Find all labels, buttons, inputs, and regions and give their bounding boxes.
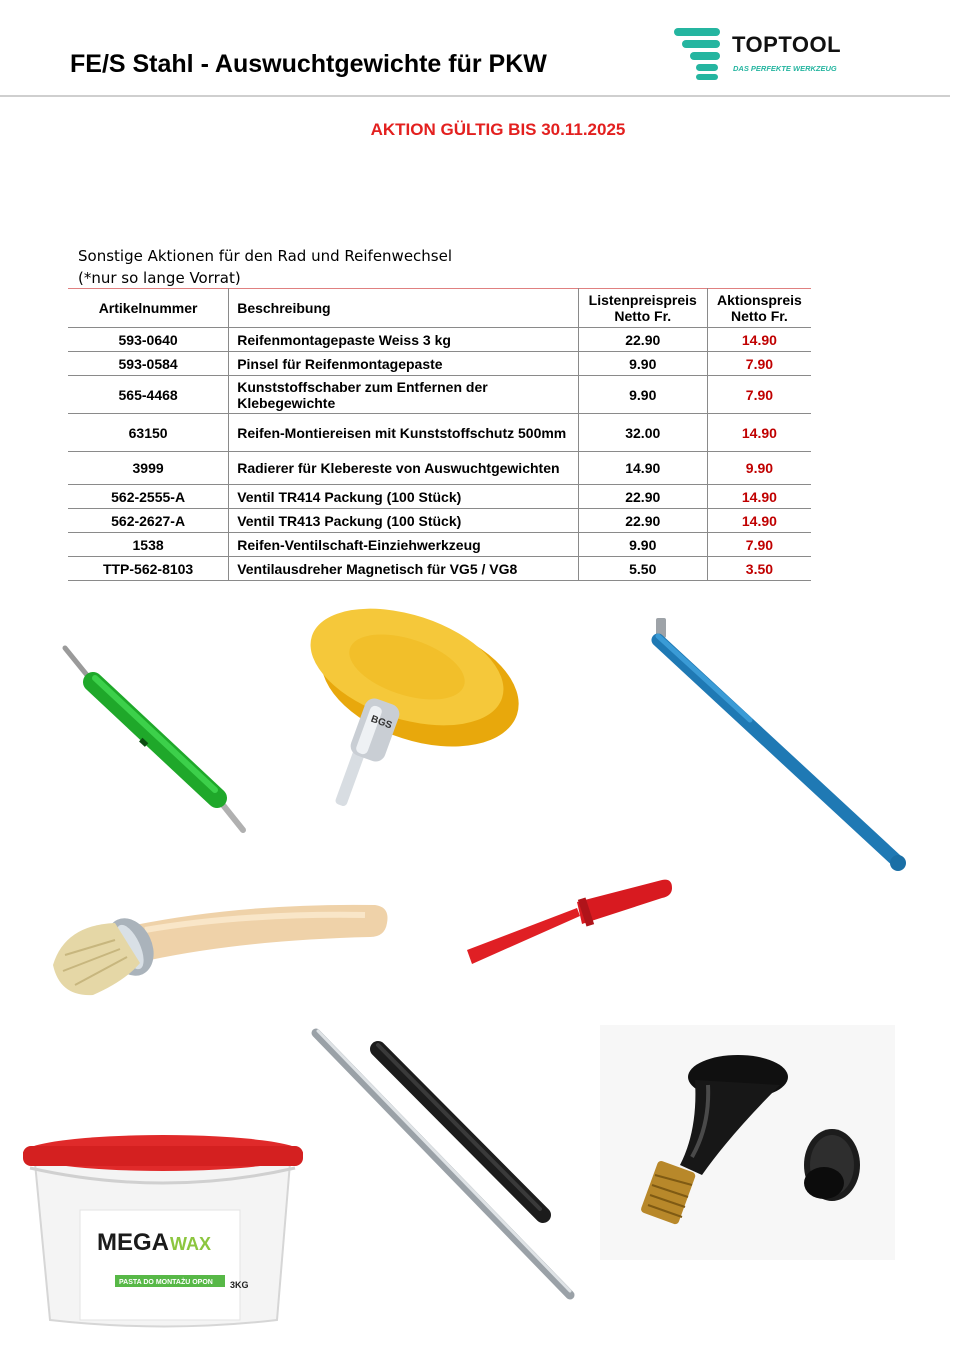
header-divider bbox=[0, 95, 950, 97]
description-cell: Ventilausdreher Magnetisch für VG5 / VG8 bbox=[229, 557, 578, 581]
promo-price-cell: 7.90 bbox=[707, 352, 811, 376]
table-row bbox=[68, 533, 811, 557]
table-row bbox=[68, 328, 811, 352]
article-number-cell: 1538 bbox=[68, 533, 229, 557]
description-cell: Ventil TR413 Packung (100 Stück) bbox=[229, 509, 578, 533]
section-heading-note: (*nur so lange Vorrat) bbox=[78, 269, 241, 287]
toptool-logo-icon bbox=[672, 26, 722, 82]
toptool-logo bbox=[672, 26, 872, 82]
table-row bbox=[68, 509, 811, 533]
promo-price-cell: 7.90 bbox=[707, 376, 811, 414]
table-row bbox=[68, 376, 811, 414]
document-title: FE/S Stahl - Auswuchtgewichte für PKW bbox=[70, 50, 547, 78]
article-number-cell: 562-2627-A bbox=[68, 509, 229, 533]
list-price-cell: 22.90 bbox=[578, 328, 707, 352]
promo-price-cell: 7.90 bbox=[707, 533, 811, 557]
list-price-cell: 9.90 bbox=[578, 352, 707, 376]
article-number-cell: 593-0584 bbox=[68, 352, 229, 376]
promo-price-cell: 14.90 bbox=[707, 509, 811, 533]
article-number-cell: 63150 bbox=[68, 414, 229, 452]
description-cell: Radierer für Klebereste von Auswuchtgewichten bbox=[229, 452, 578, 485]
description-cell: Reifenmontagepaste Weiss 3 kg bbox=[229, 328, 578, 352]
list-price-cell: 9.90 bbox=[578, 376, 707, 414]
eraser-brand-label: BGS bbox=[369, 713, 394, 732]
description-cell: Ventil TR414 Packung (100 Stück) bbox=[229, 485, 578, 509]
promo-validity-banner: AKTION GÜLTIG BIS 30.11.2025 bbox=[370, 120, 626, 139]
tire-valve-image bbox=[600, 1025, 895, 1260]
promo-price-cell: 14.90 bbox=[707, 485, 811, 509]
header-description: Beschreibung bbox=[229, 289, 578, 328]
promo-price-cell: 14.90 bbox=[707, 414, 811, 452]
list-price-cell: 22.90 bbox=[578, 509, 707, 533]
paste-brush-image bbox=[45, 885, 395, 1010]
list-price-cell: 32.00 bbox=[578, 414, 707, 452]
logo-tagline: DAS PERFEKTE WERKZEUG bbox=[733, 64, 837, 73]
paste-product-label: PASTA DO MONTAŻU OPON bbox=[119, 1279, 213, 1286]
table-row bbox=[68, 485, 811, 509]
description-cell: Reifen-Montiereisen mit Kunststoffschutz 500mm bbox=[229, 414, 578, 452]
list-price-cell: 14.90 bbox=[578, 452, 707, 485]
valve-puller-tool-image bbox=[640, 612, 910, 882]
table-row bbox=[68, 452, 811, 485]
description-cell: Pinsel für Reifenmontagepaste bbox=[229, 352, 578, 376]
header-list-price: Listenpreispreis Netto Fr. bbox=[578, 289, 707, 328]
tire-lever-image bbox=[308, 1025, 583, 1305]
table-row bbox=[68, 414, 811, 452]
list-price-cell: 5.50 bbox=[578, 557, 707, 581]
list-price-cell: 22.90 bbox=[578, 485, 707, 509]
promo-price-cell: 3.50 bbox=[707, 557, 811, 581]
mounting-paste-bucket-image bbox=[15, 1128, 310, 1333]
paste-brand-label-accent: WAX bbox=[170, 1234, 212, 1254]
eraser-wheel-image bbox=[285, 605, 530, 815]
paste-weight-label: 3KG bbox=[230, 1280, 249, 1290]
description-cell: Reifen-Ventilschaft-Einziehwerkzeug bbox=[229, 533, 578, 557]
description-cell: Kunststoffschaber zum Entfernen der Klebegewichte bbox=[229, 376, 578, 414]
promo-price-cell: 14.90 bbox=[707, 328, 811, 352]
article-number-cell: TTP-562-8103 bbox=[68, 557, 229, 581]
article-number-cell: 3999 bbox=[68, 452, 229, 485]
table-row bbox=[68, 557, 811, 581]
header-promo-price: Aktionspreis Netto Fr. bbox=[707, 289, 811, 328]
paste-brand-label: MEGA bbox=[97, 1229, 169, 1256]
list-price-cell: 9.90 bbox=[578, 533, 707, 557]
header-article-number: Artikelnummer bbox=[68, 289, 229, 328]
section-heading-line: Sonstige Aktionen für den Rad und Reifenwechsel bbox=[78, 247, 453, 265]
promo-article-table bbox=[68, 288, 811, 581]
plastic-scraper-image bbox=[462, 872, 677, 972]
section-heading bbox=[78, 245, 452, 289]
promo-price-cell: 9.90 bbox=[707, 452, 811, 485]
logo-wordmark: TOPTOOL bbox=[732, 32, 842, 57]
article-number-cell: 593-0640 bbox=[68, 328, 229, 352]
valve-core-tool-image bbox=[55, 640, 255, 840]
table-header-row bbox=[68, 289, 811, 328]
article-number-cell: 562-2555-A bbox=[68, 485, 229, 509]
table-row bbox=[68, 352, 811, 376]
article-number-cell: 565-4468 bbox=[68, 376, 229, 414]
